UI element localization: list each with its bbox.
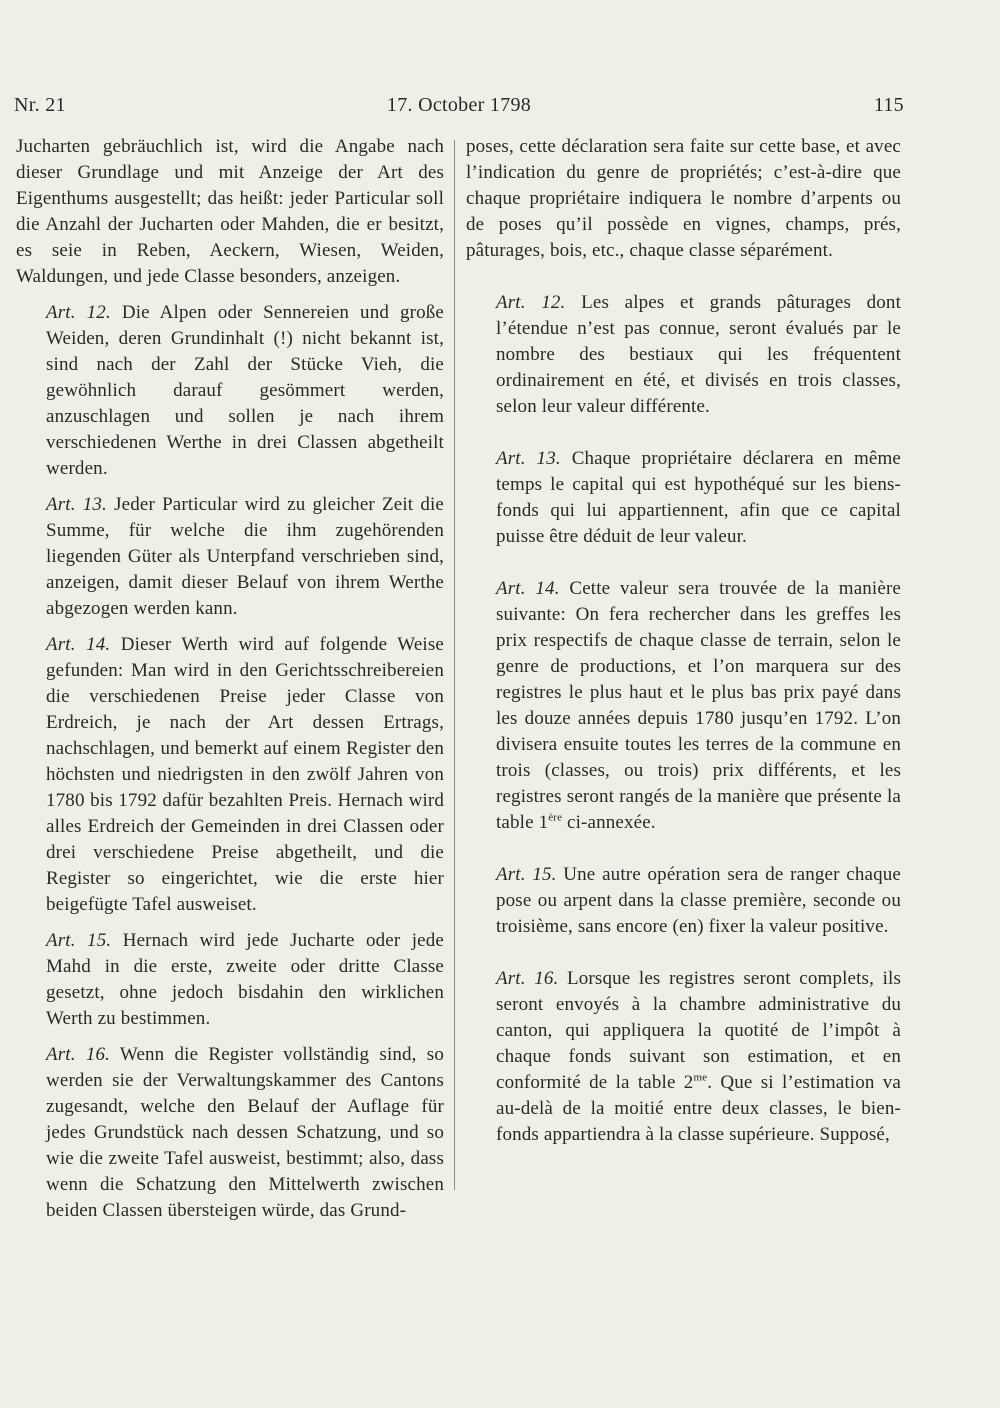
article-12: Art. 12. Les alpes et grands pâturages dont l’étendue n’est pas connue, seront évalués par le nombre des bestiaux qui les fréquentent ordinairement en été, et divisés en trois classes, selon leur valeur différente. [496,292,902,417]
article-label: Art. 14. [46,634,111,655]
french-column [466,134,901,1148]
page-number: 115 [873,94,904,116]
article-14: Art. 14. Dieser Werth wird auf folgende Weise gefunden: Man wird in den Gerichtsschreibereien die verschiedenen Preise jeder Classe von Erdreich, je nach der Art dessen Ertrags, nachschlagen, und bemerkt auf einem Register den höchsten und niedrigsten in den zwölf Jahren von 1780 bis 1792 dafür bezahlten Preis. Hernach wird alles Erdreich der Gemeinden in drei Classen oder drei verschiedene Preise abgetheilt, und die Register so eingerichtet, wie die erste hier beigefügte Tafel ausweiset. [46,634,444,915]
article-label: Art. 16. [46,1044,111,1065]
article-label: Art. 12. [496,292,566,313]
article-15: Art. 15. Une autre opération sera de ranger chaque pose ou arpent dans la classe première, seconde ou troisième, sans encore (en) fixer la valeur positive. [496,864,901,937]
page-header [14,94,904,124]
paragraph-continuation: Jucharten gebräuchlich ist, wird die Angabe nach dieser Grundlage und mit Anzeige der Art des Eigenthums ausgestellt; das heißt: jeder Particular soll die Anzahl der Jucharten oder Mahden, die er besitzt, es seie in Reben, Aeckern, Wiesen, Weiden, Waldungen, und jede Classe besonders, anzeigen. [16,136,444,287]
article-label: Art. 12. [46,302,111,323]
german-column [16,134,444,1224]
article-label: Art. 15. [46,930,112,951]
article-label: Art. 14. [496,578,560,599]
article-14: Art. 14. Cette valeur sera trouvée de la manière suivante: On fera rechercher dans les greffes les prix respectifs de chaque classe de terrain, selon le genre de productions, et l’on marquera sur des registres le plus haut et le plus bas prix payé dans les douze années depuis 1780 jusqu’en 1792. L’on divisera ensuite toutes les terres de la commune en trois (classes, ou trois) prix différents, et les registres seront rangés de la manière que présente la table 1ère ci-annexée. [496,578,901,833]
paragraph-continuation: poses, cette déclaration sera faite sur cette base, et avec l’indication du genre de propriétés; c’est-à-dire que chaque propriétaire indiquera le nombre d’arpents ou de poses qu’il possède en vignes, champs, prés, pâturages, bois, etc., chaque classe séparément. [466,136,901,261]
article-label: Art. 15. [496,864,557,885]
article-label: Art. 13. [496,448,561,469]
article-16: Art. 16. Lorsque les registres seront complets, ils seront envoyés à la chambre administrative du canton, qui appliquera la quotité de l’impôt à chaque fonds suivant son estimation, et en conformité de la table $2^{me}$. Que si l’estimation va au-delà de la moitié entre deux classes, le bien-fonds appartiendra à la classe supérieure. Supposé, [496,968,901,1145]
superscript: ère [548,811,563,824]
article-12: Art. 12. Die Alpen oder Sennereien und große Weiden, deren Grundinhalt (!) nicht bekannt ist, sind nach der Zahl der Stücke Vieh, die gewöhnlich darauf gesömmert werden, anzuschlagen und sollen je nach ihrem verschiedenen Werthe in drei Classen abgetheilt werden. [46,302,445,479]
article-13: Art. 13. Jeder Particular wird zu gleicher Zeit die Summe, für welche die ihm zugehörenden liegenden Güter als Unterpfand verschrieben sind, anzeigen, damit dieser Belauf von ihrem Werthe abgezogen werden kann. [46,494,445,619]
article-15: Art. 15. Hernach wird jede Jucharte oder jede Mahd in die erste, zweite oder dritte Classe gesetzt, ohne jedoch bisdahin den wirklichen Werth zu bestimmen. [46,930,445,1029]
issue-number: Nr. 21 [14,94,66,116]
article-label: Art. 13. [46,494,107,515]
article-16: Art. 16. Wenn die Register vollständig sind, so werden sie der Verwaltungskammer des Cantons zugesandt, welche den Belauf der Auflage für jedes Grundstück nach dessen Schatzung, und so wie die zweite Tafel ausweist, bestimmt; also, dass wenn die Schatzung den Mittelwerth zwischen beiden Classen übersteigen würde, das Grund- [46,1044,444,1221]
issue-date: 17. October 1798 [386,94,532,116]
superscript: me [693,1071,708,1084]
article-label: Art. 16. [496,968,559,989]
article-13: Art. 13. Chaque propriétaire déclarera en même temps le capital qui est hypothéqué sur les biens-fonds qui lui appartiennent, afin que ce capital puisse être déduit de leur valeur. [496,448,901,547]
column-divider [454,140,455,1190]
